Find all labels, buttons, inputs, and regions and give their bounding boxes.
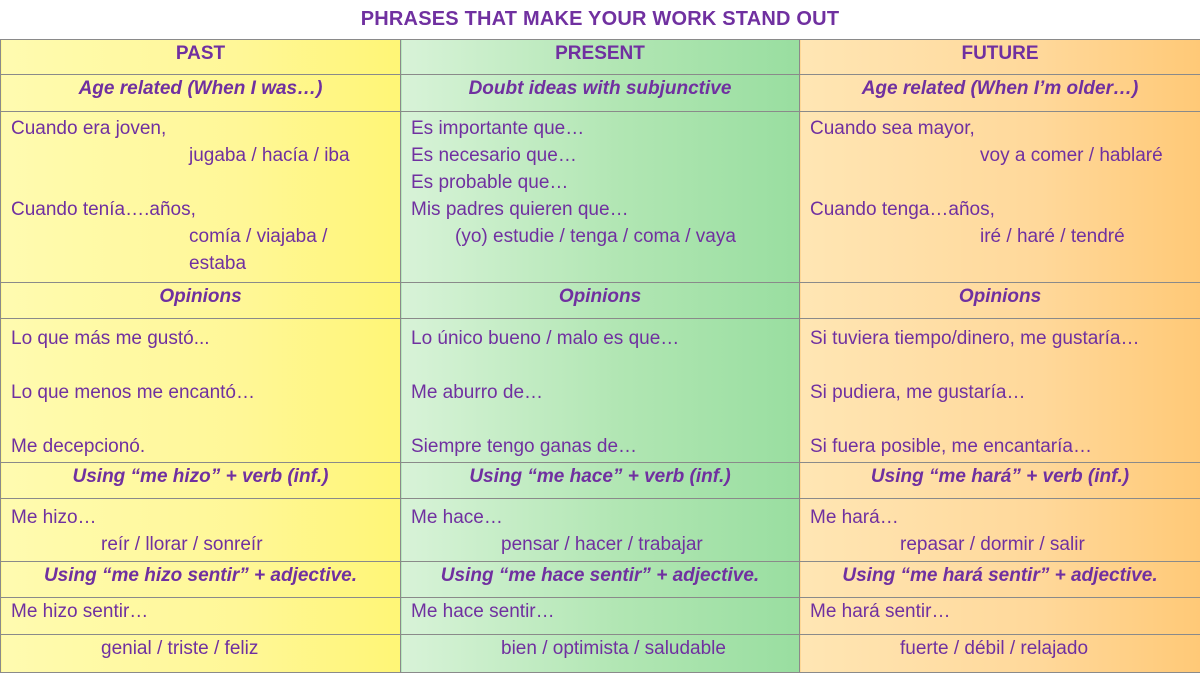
- section-heading-row: [1, 75, 1200, 111]
- phrase-line: Me hizo…: [11, 506, 97, 528]
- phrase-line: Me hará sentir…: [810, 601, 951, 623]
- phrase-line: Es necesario que…: [411, 144, 577, 166]
- phrase-examples: (yo) estudie / tenga / coma / vaya: [455, 225, 736, 247]
- section-heading-present: Using “me hace” + verb (inf.): [401, 463, 800, 498]
- phrase-line: Me hace…: [411, 506, 503, 528]
- phrase-line: Cuando era joven,: [11, 117, 167, 139]
- cell-present-subjunctive: [401, 111, 800, 282]
- phrase-line: Me hará…: [810, 506, 899, 528]
- column-header-row: [1, 40, 1200, 75]
- phrase-examples: comía / viajaba / estaba: [189, 225, 328, 274]
- phrase-line: Mis padres quieren que…: [411, 198, 629, 220]
- phrase-examples: genial / triste / feliz: [101, 637, 259, 659]
- cell-future-opinions: [800, 319, 1200, 463]
- phrase-line: Si fuera posible, me encantaría…: [810, 436, 1092, 458]
- table-row: [1, 498, 1200, 562]
- phrase-line: Es probable que…: [411, 171, 569, 193]
- section-heading-row: [1, 463, 1200, 498]
- phrase-examples: iré / haré / tendré: [980, 225, 1125, 247]
- phrase-line: Me decepcionó.: [11, 436, 146, 458]
- cell-past-me-hizo: [1, 498, 401, 562]
- section-heading-future: Age related (When I’m older…): [800, 75, 1200, 111]
- phrase-line: Me hace sentir…: [411, 601, 555, 623]
- section-heading-row: [1, 562, 1200, 598]
- cell-present-adjectives: [401, 634, 800, 672]
- phrase-examples: repasar / dormir / salir: [900, 533, 1085, 555]
- phrase-examples: pensar / hacer / trabajar: [501, 533, 703, 555]
- cell-present-opinions: [401, 319, 800, 463]
- phrase-examples: reír / llorar / sonreír: [101, 533, 263, 555]
- phrase-line: Si pudiera, me gustaría…: [810, 382, 1026, 404]
- table-row: [1, 319, 1200, 463]
- cell-present-me-hace-sentir: [401, 598, 800, 634]
- cell-past-age: [1, 111, 401, 282]
- phrase-line: Lo que más me gustó...: [11, 328, 210, 350]
- phrases-table: [0, 39, 1200, 673]
- phrase-line: Me aburro de…: [411, 382, 544, 404]
- section-heading-present: Doubt ideas with subjunctive: [401, 75, 800, 111]
- section-heading-past: Opinions: [1, 282, 401, 318]
- phrase-line: Si tuviera tiempo/dinero, me gustaría…: [810, 328, 1140, 350]
- phrase-line: Cuando sea mayor,: [810, 117, 975, 139]
- section-heading-past: Using “me hizo” + verb (inf.): [1, 463, 401, 498]
- cell-present-me-hace: [401, 498, 800, 562]
- phrase-examples: bien / optimista / saludable: [501, 637, 726, 659]
- phrase-line: Lo que menos me encantó…: [11, 382, 255, 404]
- phrase-line: Cuando tenía….años,: [11, 198, 196, 220]
- cell-future-age: [800, 111, 1200, 282]
- section-heading-future: Opinions: [800, 282, 1200, 318]
- table-row: [1, 634, 1200, 672]
- cell-future-me-hara-sentir: [800, 598, 1200, 634]
- cell-future-me-hara: [800, 498, 1200, 562]
- page-title: PHRASES THAT MAKE YOUR WORK STAND OUT: [360, 8, 840, 30]
- section-heading-past: Using “me hizo sentir” + adjective.: [1, 562, 401, 598]
- phrase-line: Cuando tenga…años,: [810, 198, 995, 220]
- cell-future-adjectives: [800, 634, 1200, 672]
- phrase-line: Me hizo sentir…: [11, 601, 149, 623]
- table-row: [1, 598, 1200, 634]
- section-heading-past: Age related (When I was…): [1, 75, 401, 111]
- phrase-line: Es importante que…: [411, 117, 585, 139]
- cell-past-me-hizo-sentir: [1, 598, 401, 634]
- section-heading-present: Opinions: [401, 282, 800, 318]
- phrase-examples: jugaba / hacía / iba: [189, 144, 350, 166]
- cell-past-adjectives: [1, 634, 401, 672]
- section-heading-present: Using “me hace sentir” + adjective.: [401, 562, 800, 598]
- section-heading-future: Using “me hará sentir” + adjective.: [800, 562, 1200, 598]
- section-heading-row: [1, 282, 1200, 318]
- phrase-examples: voy a comer / hablaré: [980, 144, 1163, 166]
- column-header-future: FUTURE: [800, 40, 1200, 75]
- table-row: [1, 111, 1200, 282]
- section-heading-future: Using “me hará” + verb (inf.): [800, 463, 1200, 498]
- column-header-present: PRESENT: [401, 40, 800, 75]
- column-header-past: PAST: [1, 40, 401, 75]
- cell-past-opinions: [1, 319, 401, 463]
- phrase-line: Siempre tengo ganas de…: [411, 436, 638, 458]
- phrase-examples: fuerte / débil / relajado: [900, 637, 1089, 659]
- phrase-line: Lo único bueno / malo es que…: [411, 328, 680, 350]
